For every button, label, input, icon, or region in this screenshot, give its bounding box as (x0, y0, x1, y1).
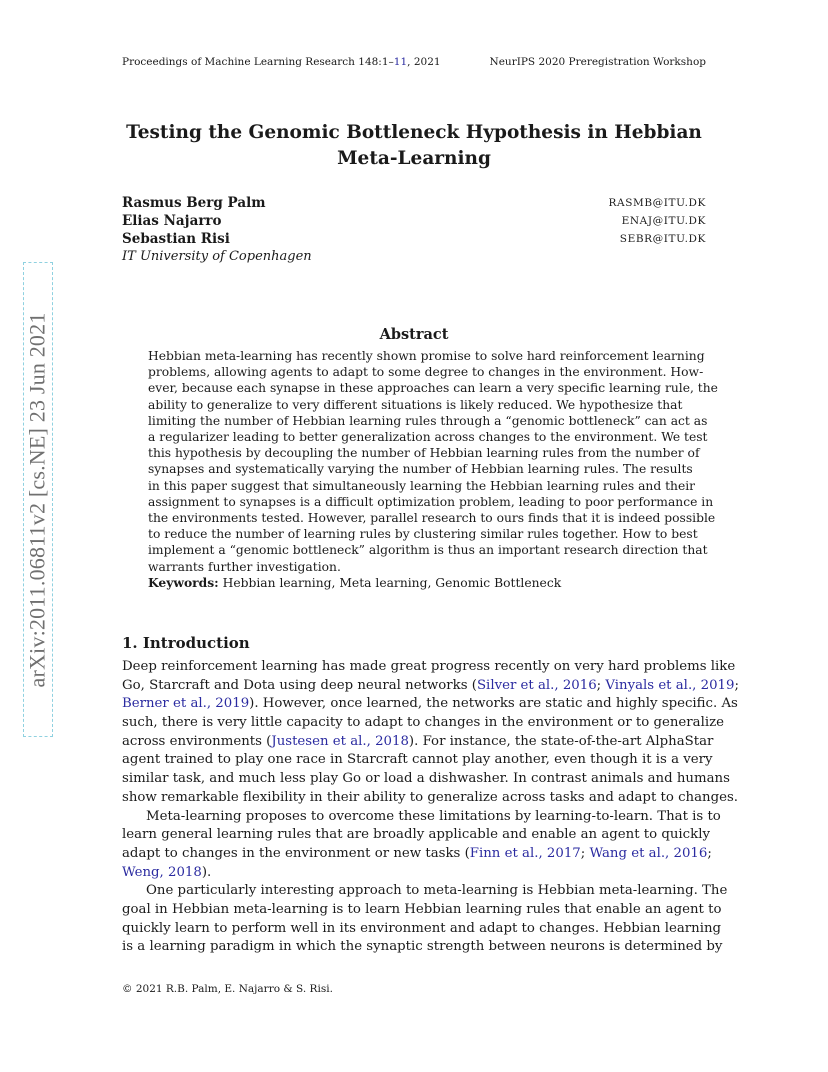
text-line: Berner et al., 2019). However, once learned, the networks are static and highly specific. As (122, 696, 738, 712)
text-line: Go, Starcraft and Dota using deep neural networks (Silver et al., 2016; Vinyals et al., 2019; (122, 677, 739, 693)
abstract-line: this hypothesis by decoupling the number of Hebbian learning rules from the number of (148, 446, 700, 461)
author-row (122, 230, 706, 248)
keywords-label: Keywords: (148, 574, 219, 590)
citation-link[interactable]: Wang et al., 2016 (589, 845, 708, 861)
text-line: such, there is very little capacity to adapt to changes in the environment or to generalize (122, 715, 724, 731)
text-line: learn general learning rules that are broadly applicable and enable an agent to quickly (122, 827, 710, 843)
author-name: Sebastian Risi (122, 231, 230, 247)
citation-link[interactable]: Vinyals et al., 2019 (605, 677, 735, 693)
text-line: similar task, and much less play Go or load a dishwasher. In contrast animals and humans (122, 771, 730, 787)
paper-title (100, 120, 728, 172)
abstract-line: implement a “genomic bottleneck” algorithm is thus an important research direction that (148, 543, 708, 558)
page-range-link[interactable]: 11 (393, 56, 408, 68)
abstract-line: assignment to synapses is a difficult optimization problem, leading to poor performance in (148, 494, 714, 509)
author-name: Rasmus Berg Palm (122, 195, 266, 211)
abstract-heading: Abstract (379, 326, 449, 343)
citation-link[interactable]: Weng, 2018 (122, 864, 202, 880)
abstract-line: problems, allowing agents to adapt to some degree to changes in the environment. How- (148, 365, 704, 380)
citation-link[interactable]: Justesen et al., 2018 (271, 733, 409, 749)
author-row (122, 194, 706, 212)
abstract-body (148, 348, 718, 591)
citation-link[interactable]: Finn et al., 2017 (469, 845, 581, 861)
abstract-line: ability to generalize to very different situations is likely reduced. We hypothesize that (148, 397, 683, 412)
text-line: Meta-learning proposes to overcome these limitations by learning-to-learn. That is to (146, 808, 721, 824)
abstract-line: limiting the number of Hebbian learning rules through a “genomic bottleneck” can act as (148, 413, 708, 428)
text-line: is a learning paradigm in which the synaptic strength between neurons is determined by (122, 939, 723, 955)
abstract-line: in this paper suggest that simultaneously learning the Hebbian learning rules and their (148, 478, 696, 493)
author-block (122, 194, 706, 266)
author-email: ENAJ@ITU.DK (621, 215, 706, 227)
author-name: Elias Najarro (122, 213, 222, 229)
abstract-line: a regularizer leading to better generalization across changes to the environment. We test (148, 430, 708, 445)
copyright-footer: © 2021 R.B. Palm, E. Najarro & S. Risi. (122, 983, 333, 995)
text-line: Weng, 2018). (122, 864, 212, 880)
author-email: RASMB@ITU.DK (608, 197, 706, 209)
text-line: agent trained to play one race in Starcraft cannot play another, even though it is a very (122, 752, 713, 768)
text-line: goal in Hebbian meta-learning is to learn Hebbian learning rules that enable an agent to (122, 901, 722, 917)
affiliation: IT University of Copenhagen (122, 249, 312, 264)
title-line-1: Testing the Genomic Bottleneck Hypothesis in Hebbian (126, 122, 702, 143)
section-heading: 1. Introduction (122, 634, 250, 652)
abstract-line: warrants further investigation. (148, 559, 341, 574)
text-line: quickly learn to perform well in its environment and adapt to changes. Hebbian learning (122, 920, 722, 936)
text-line: Deep reinforcement learning has made great progress recently on very hard problems like (122, 659, 736, 674)
abstract-line: synapses and systematically varying the number of Hebbian learning rules. The results (148, 462, 693, 477)
citation-link[interactable]: Berner et al., 2019 (122, 696, 250, 712)
keywords-value: Hebbian learning, Meta learning, Genomic Bottleneck (218, 575, 562, 590)
running-header-right: NeurIPS 2020 Preregistration Workshop (489, 56, 706, 68)
abstract-line: the environments tested. However, parallel research to ours finds that it is indeed possible (148, 511, 716, 526)
title-line-2: Meta-Learning (337, 148, 491, 169)
author-row (122, 212, 706, 230)
abstract-line: Hebbian meta-learning has recently shown promise to solve hard reinforcement learning (148, 349, 705, 363)
text-line: One particularly interesting approach to meta-learning is Hebbian meta-learning. The (146, 883, 728, 899)
text-line: adapt to changes in the environment or new tasks (Finn et al., 2017; Wang et al., 2016; (122, 845, 712, 861)
citation-link[interactable]: Silver et al., 2016 (476, 677, 597, 693)
abstract-line: to reduce the number of learning rules by clustering similar rules together. How to best (148, 527, 698, 542)
keywords (148, 575, 680, 591)
abstract-line: ever, because each synapse in these approaches can learn a very specific learning rule, the (148, 381, 718, 396)
author-email: SEBR@ITU.DK (619, 233, 706, 245)
running-header-left: Proceedings of Machine Learning Research 148:1–11, 2021 (122, 56, 441, 68)
text-line: show remarkable flexibility in their ability to generalize across tasks and adapt to changes. (122, 789, 739, 805)
arxiv-stamp[interactable] (23, 262, 53, 737)
text-line: across environments (Justesen et al., 2018). For instance, the state-of-the-art AlphaStar (122, 733, 714, 749)
section-body (122, 658, 739, 957)
arxiv-stamp-text: arXiv:2011.06811v2 [cs.NE] 23 Jun 2021 (25, 311, 51, 688)
